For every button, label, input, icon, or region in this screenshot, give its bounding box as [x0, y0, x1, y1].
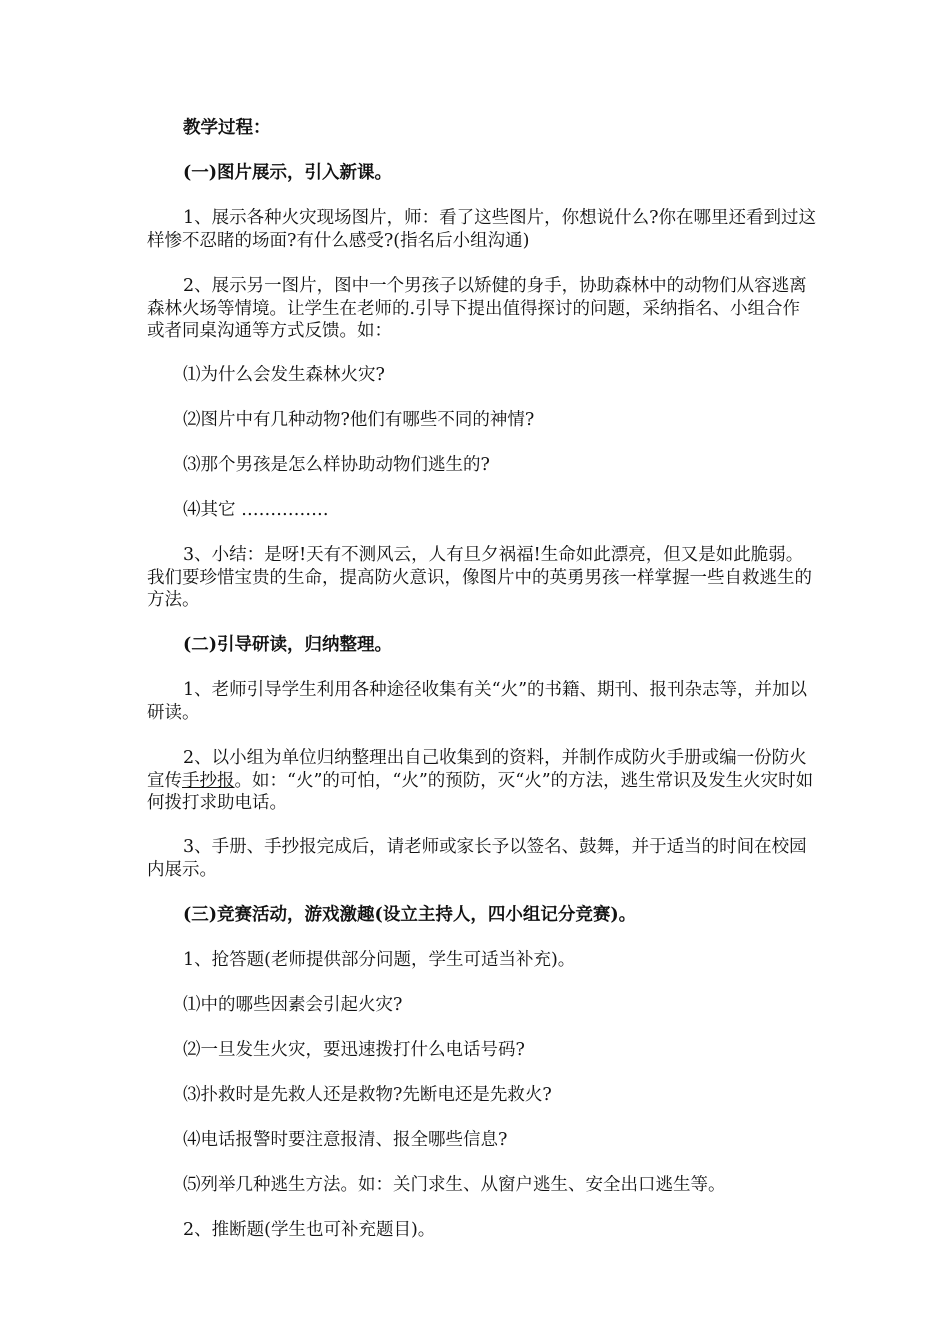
- section3-item2: 2、推断题(学生也可补充题目)。: [183, 1220, 436, 1240]
- section2-item2-text-after: 。如：“火”的可怕，“火”的预防，灭“火”的方法，逃生常识及发生火灾时如何拨打求助电话。: [147, 770, 814, 813]
- section3-question5: ⑸列举几种逃生方法。如：关门求生、从窗户逃生、安全出口逃生等。: [183, 1175, 726, 1195]
- section1-question2: ⑵图片中有几种动物?他们有哪些不同的神情?: [183, 410, 535, 430]
- heading-teaching-process: 教学过程：: [183, 118, 271, 138]
- section1-question1: ⑴为什么会发生森林火灾?: [183, 365, 385, 385]
- handwritten-newspaper-link[interactable]: 手抄报: [182, 770, 235, 791]
- section1-summary: 3、小结：是呀!天有不测风云，人有旦夕祸福!生命如此漂亮，但又是如此脆弱。我们要珍惜宝贵的生命，提高防火意识，像图片中的英勇男孩一样掌握一些自救逃生的方法。: [147, 545, 812, 610]
- section2-item2: [147, 747, 817, 815]
- section1-title: (一)图片展示，引入新课。: [183, 163, 393, 183]
- section3-question3: ⑶扑救时是先救人还是救物?先断电还是先救火?: [183, 1085, 552, 1105]
- section3-question1: ⑴中的哪些因素会引起火灾?: [183, 995, 403, 1015]
- section1-item1: 1、展示各种火灾现场图片，师：看了这些图片，你想说什么?你在哪里还看到过这样惨不忍睹的场面?有什么感受?(指名后小组沟通): [147, 208, 817, 251]
- section2-item3: 3、手册、手抄报完成后，请老师或家长予以签名、鼓舞，并于适当的时间在校园内展示。: [147, 837, 807, 880]
- section3-question4: ⑷电话报警时要注意报清、报全哪些信息?: [183, 1130, 508, 1150]
- section3-title: (三)竞赛活动，游戏激趣(设立主持人，四小组记分竞赛)。: [183, 905, 637, 925]
- section2-title: (二)引导研读，归纳整理。: [183, 635, 393, 655]
- section2-item2-text-before: 2、以小组为单位归纳整理出自己收集到的资料，并制作成防火手册或编一份防火宣传: [147, 748, 807, 791]
- section3-question2: ⑵一旦发生火灾，要迅速拨打什么电话号码?: [183, 1040, 525, 1060]
- section1-item2: 2、展示另一图片，图中一个男孩子以矫健的身手，协助森林中的动物们从容逃离森林火场等情境。让学生在老师的.引导下提出值得探讨的问题，采纳指名、小组合作或者同桌沟通等方式反馈。如：: [147, 276, 807, 341]
- section1-question4: ⑷其它 ……………: [183, 500, 329, 520]
- section3-item1: 1、抢答题(老师提供部分问题，学生可适当补充)。: [183, 950, 576, 970]
- section1-question3: ⑶那个男孩是怎么样协助动物们逃生的?: [183, 455, 490, 475]
- section2-item1: 1、老师引导学生利用各种途径收集有关“火”的书籍、期刊、报刊杂志等，并加以研读。: [147, 680, 808, 723]
